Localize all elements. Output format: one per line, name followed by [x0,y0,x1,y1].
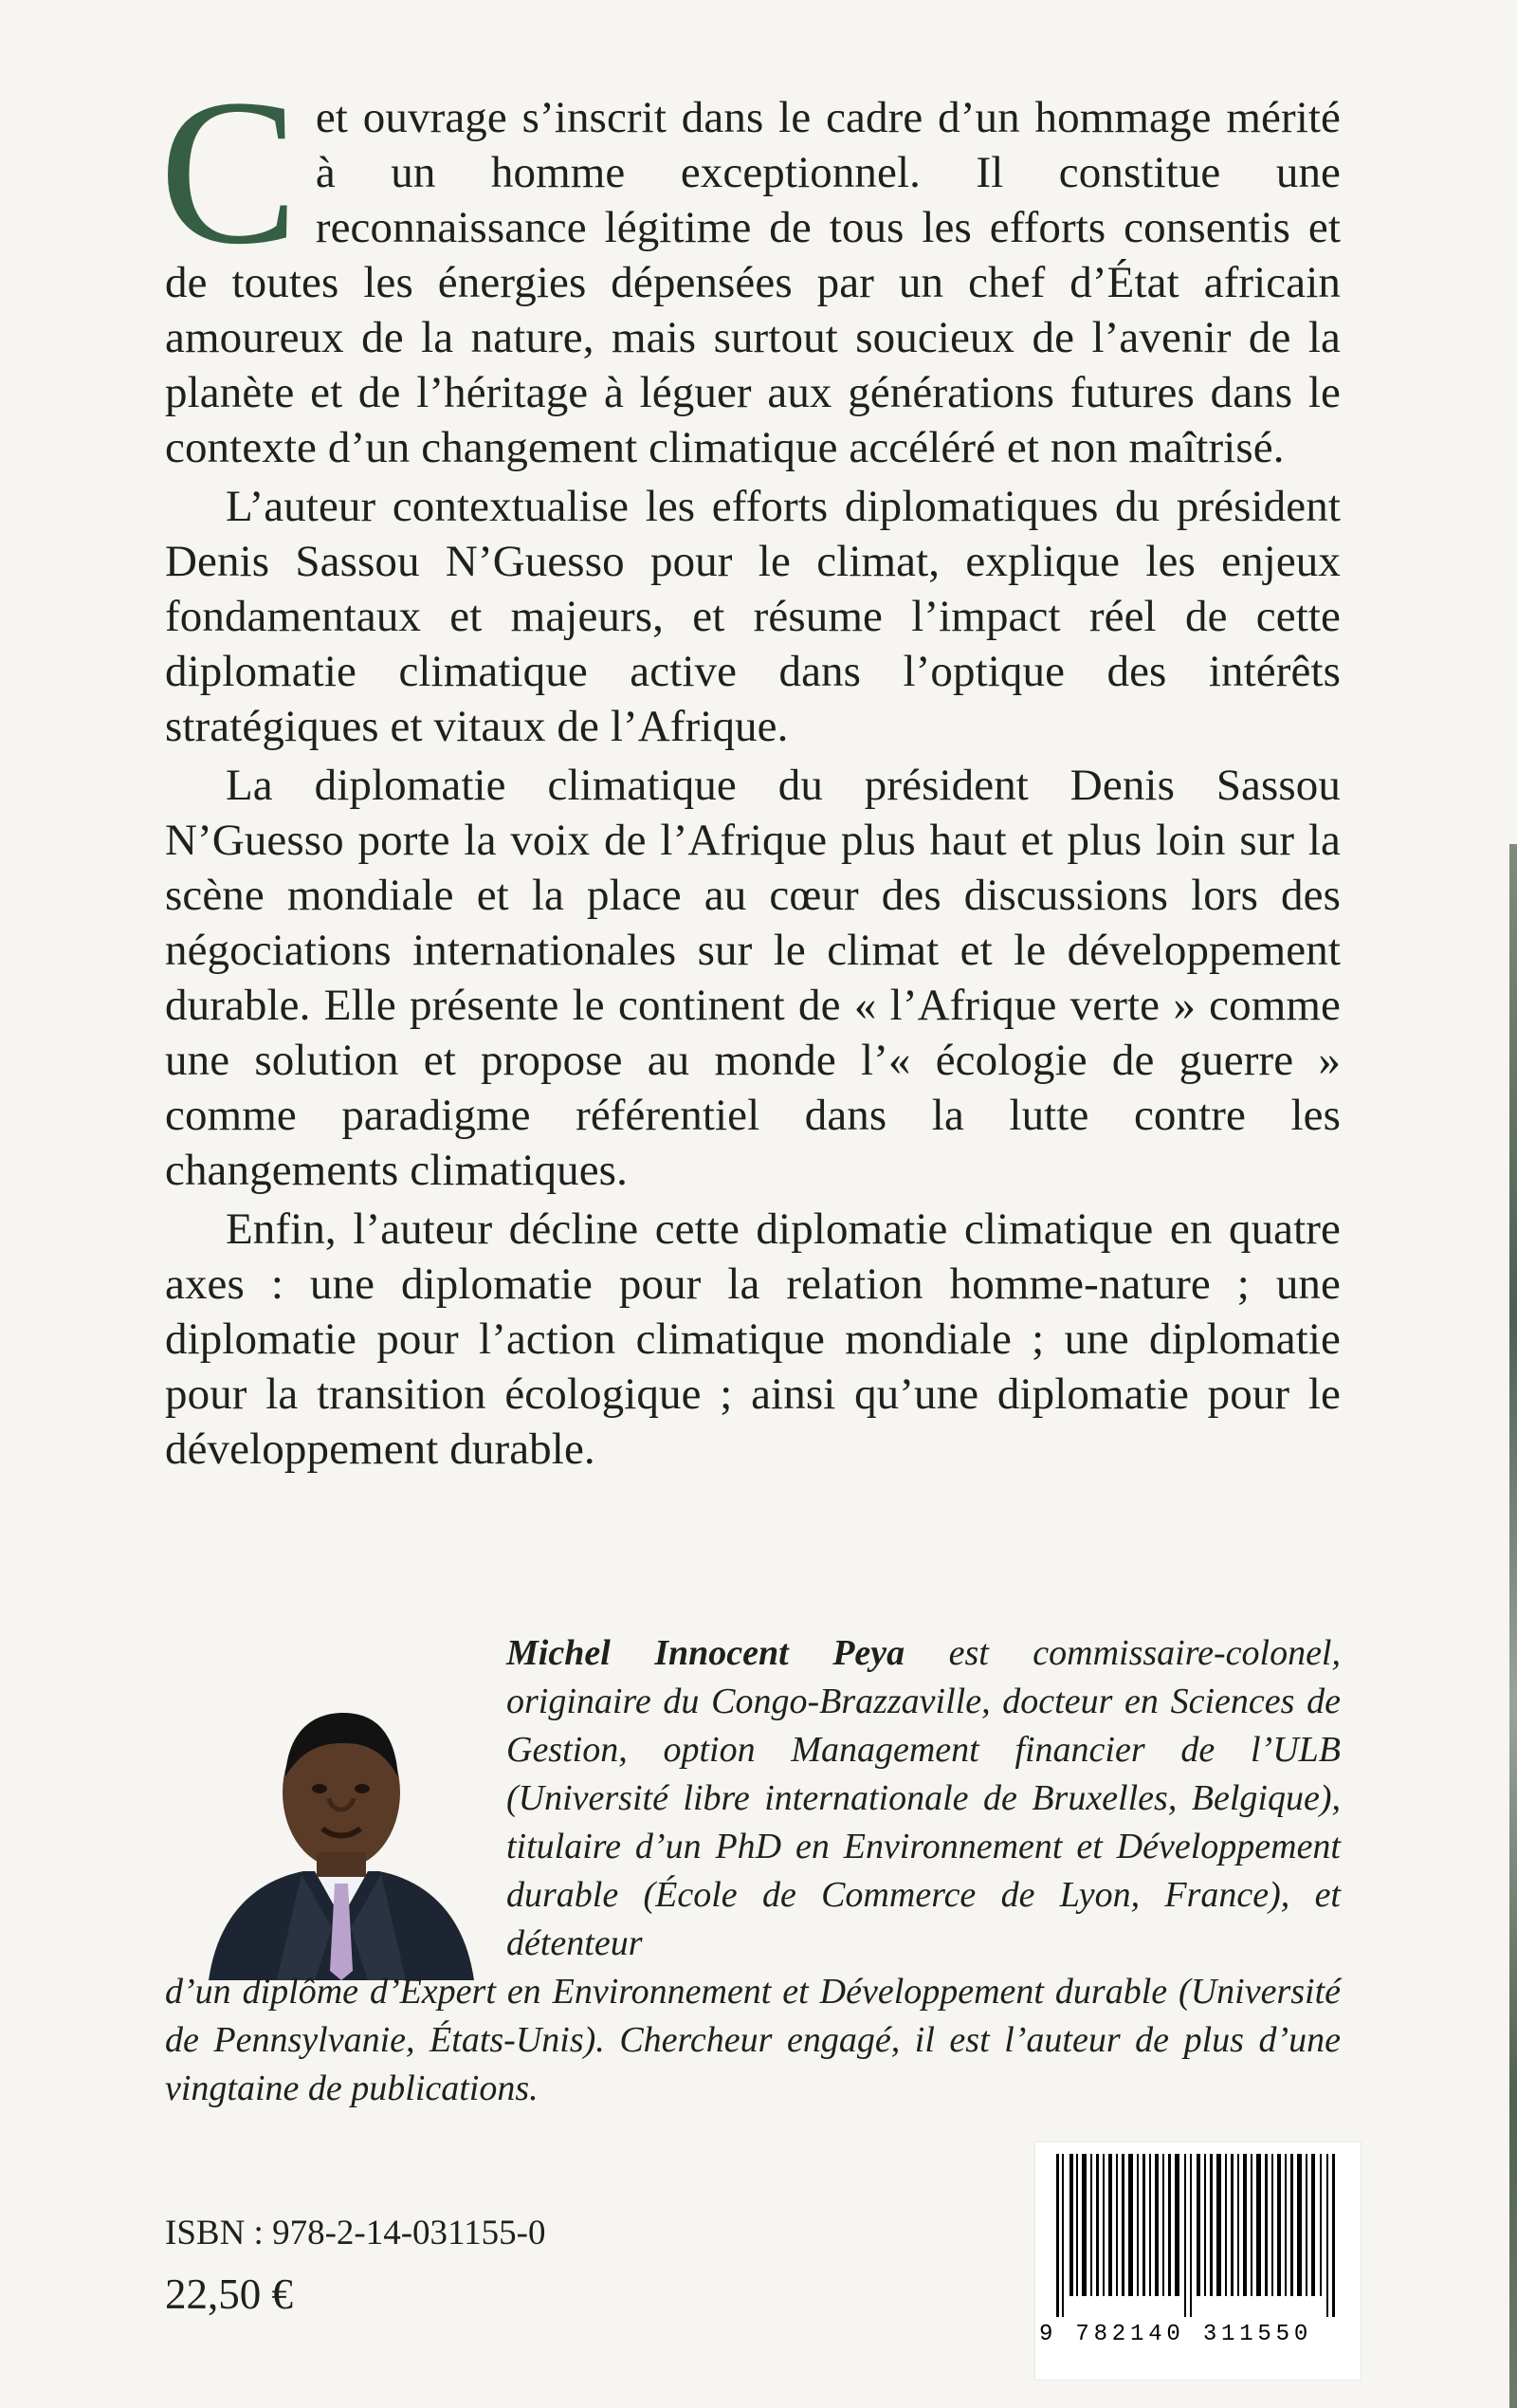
paragraph-1-text: et ouvrage s’inscrit dans le cadre d’un hommage mérité à un homme exceptionnel. Il constitue une reconnaissance légitime de tous les efforts consentis et de toutes les énergies dépensées par un chef d’État africain amoureux de la nature, mais surtout soucieux de l’avenir de la planète et de l’héritage à léguer aux générations futures dans le contexte d’un changement climatique accéléré et non maîtrisé. [165,93,1341,472]
paragraph-3: La diplomatie climatique du président Denis Sassou N’Guesso porte la voix de l’Afrique plus haut et plus loin sur la scène mondiale et la place au cœur des discussions lors des négociations internationales sur le climat et le développement durable. Elle présente le continent de « l’Afrique verte » comme une solution et propose au monde l’« écologie de guerre » comme paradigme référentiel dans la lutte contre les changements climatiques. [165,761,1341,1195]
paragraph-1 [159,56,1341,475]
author-bio-top-text: est commissaire-colonel, originaire du Congo-Brazzaville, docteur en Sciences de Gestion, option Management financier de l’ULB (Université libre internationale de Bruxelles, Belgique), titulaire d’un PhD en Environnement et Développement durable (École de Commerce de Lyon, France), et détenteur [506,1633,1341,1963]
cover-edge-strip [1509,844,1517,2408]
barcode-digits: 9 782140 311550 [1039,2322,1313,2347]
author-bio [165,1629,1341,2113]
price-label: 22,50 € [165,2270,293,2318]
paragraph-4: Enfin, l’auteur décline cette diplomatie climatique en quatre axes : une diplomatie pour la relation homme-nature ; une diplomatie pour l’action climatique mondiale ; une diplomatie pour la transition écologique ; ainsi qu’une diplomatie pour le développement durable. [165,1204,1341,1474]
isbn-label: ISBN : 978-2-14-031155-0 [165,2214,546,2252]
barcode-icon [1034,2141,1362,2380]
dropcap-letter: C [159,56,299,287]
author-name: Michel Innocent Peya [506,1633,905,1673]
back-cover-text [159,56,1341,1480]
author-bio-top [506,1629,1341,1968]
author-bio-bottom: d’un diplôme d’Expert en Environnement et Développement durable (Université de Pennsylvanie, États-Unis). Chercheur engagé, il est l’auteur de plus d’une vingtaine de publications. [165,1972,1341,2108]
paragraph-2: L’auteur contextualise les efforts diplomatiques du président Denis Sassou N’Guesso pour le climat, explique les enjeux fondamentaux et majeurs, et résume l’impact réel de cette diplomatie climatique active dans l’optique des intérêts stratégiques et vitaux de l’Afrique. [165,482,1341,751]
